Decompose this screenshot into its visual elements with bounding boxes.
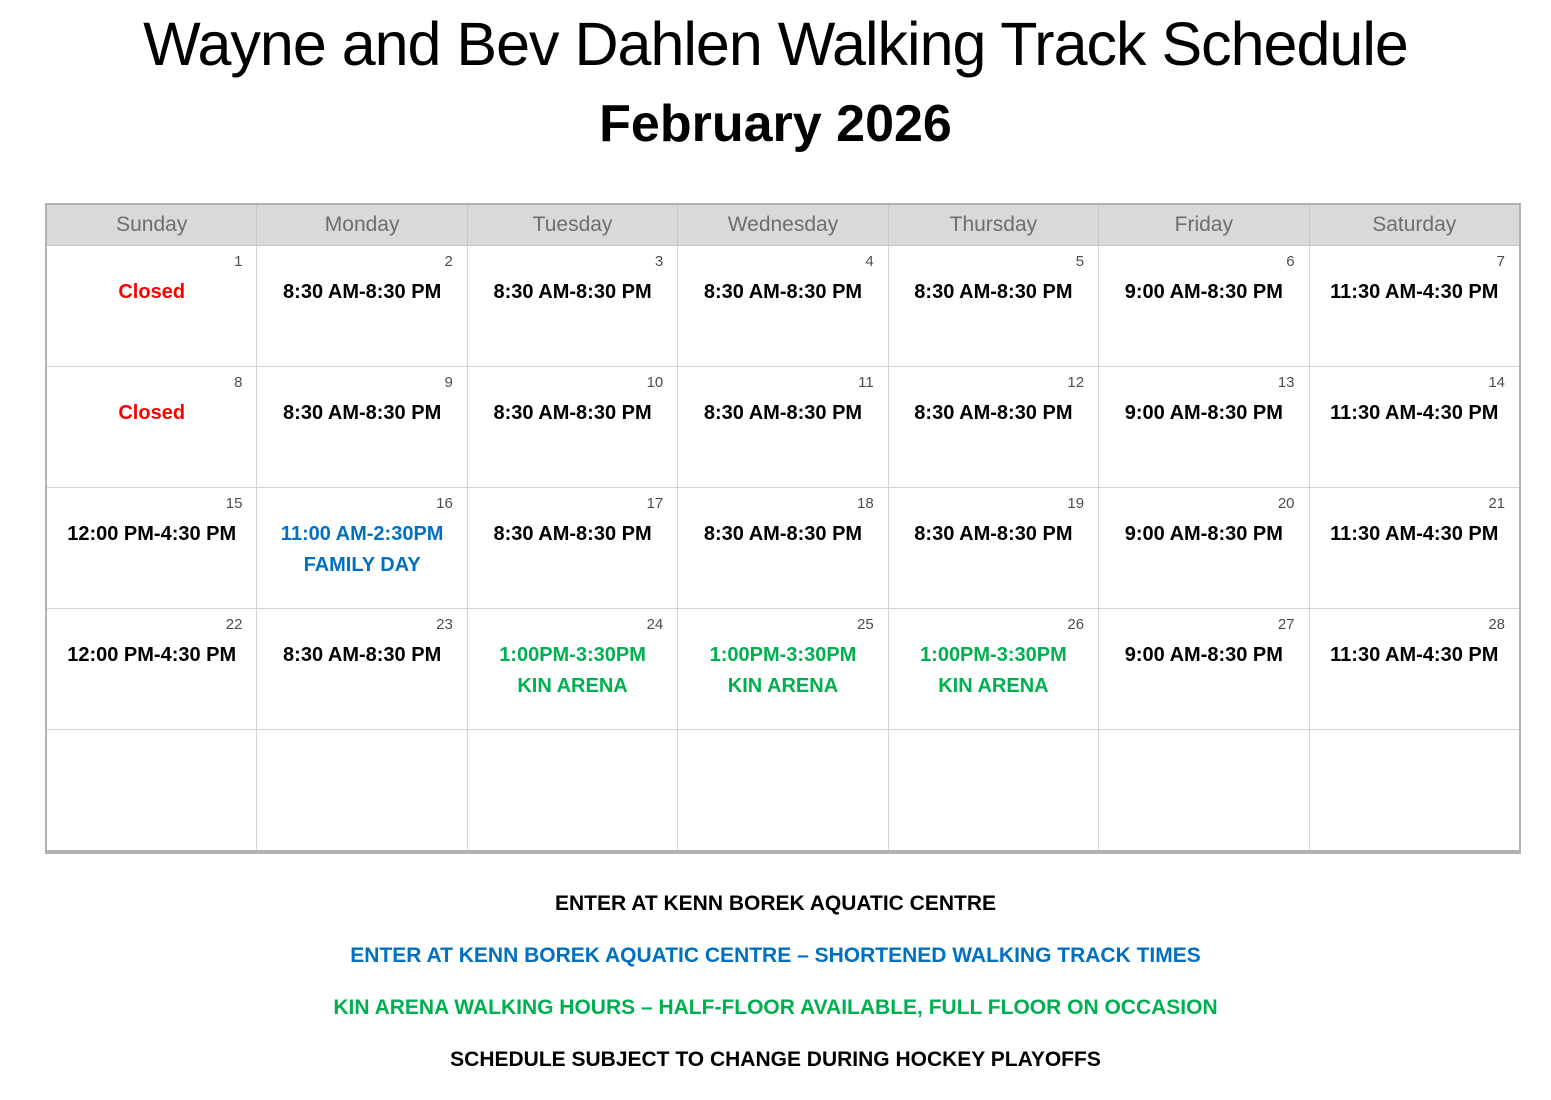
- week-row-2: [46, 366, 1520, 487]
- day-number: 8: [234, 373, 243, 391]
- schedule-text: 1:00PM-3:30PM: [709, 643, 857, 666]
- day-cell-25: [678, 608, 888, 729]
- day-cell-2: [257, 245, 467, 366]
- day-cell-23: [257, 608, 467, 729]
- day-number: 21: [1488, 494, 1505, 512]
- day-header-thursday: Thursday: [888, 204, 1098, 246]
- schedule-text: 8:30 AM-8:30 PM: [703, 522, 863, 545]
- page-title: Wayne and Bev Dahlen Walking Track Schedule: [143, 10, 1408, 78]
- day-number: 20: [1277, 494, 1295, 512]
- schedule-text: 11:30 AM-4:30 PM: [1330, 280, 1499, 303]
- day-cell-11: [678, 366, 888, 487]
- schedule-text: 8:30 AM-8:30 PM: [914, 522, 1073, 545]
- day-cell-7: [1309, 245, 1520, 366]
- day-number: 6: [1286, 252, 1295, 270]
- day-cell-26: [888, 608, 1098, 729]
- schedule-text: 9:00 AM-8:30 PM: [1124, 522, 1283, 545]
- day-number: 4: [865, 252, 874, 270]
- legend: [0, 892, 1551, 1072]
- day-number: 18: [857, 494, 874, 512]
- schedule-text: KIN ARENA: [727, 674, 839, 697]
- day-number: 24: [646, 615, 664, 633]
- schedule-text: 8:30 AM-8:30 PM: [703, 401, 863, 424]
- day-number: 19: [1067, 494, 1085, 512]
- schedule-text: 9:00 AM-8:30 PM: [1124, 401, 1283, 424]
- day-number: 7: [1496, 252, 1505, 270]
- day-cell-12: [888, 366, 1098, 487]
- schedule-text: 8:30 AM-8:30 PM: [493, 401, 652, 424]
- day-cell-10: [467, 366, 677, 487]
- day-cell-empty: [1099, 729, 1309, 852]
- schedule-text: 8:30 AM-8:30 PM: [493, 280, 652, 303]
- schedule-text: 8:30 AM-8:30 PM: [914, 280, 1073, 303]
- calendar-header-row: [46, 204, 1520, 246]
- day-cell-5: [888, 245, 1098, 366]
- page-subtitle: February 2026: [599, 95, 952, 154]
- day-header-saturday: Saturday: [1309, 204, 1520, 246]
- day-number: 3: [654, 252, 664, 270]
- day-number: 15: [225, 494, 243, 512]
- schedule-text: 8:30 AM-8:30 PM: [283, 643, 442, 666]
- day-number: [47, 730, 256, 758]
- day-number: [257, 730, 466, 758]
- day-number: 1: [234, 252, 243, 270]
- day-cell-13: [1099, 366, 1309, 487]
- day-header-sunday: Sunday: [46, 204, 257, 246]
- schedule-text: Closed: [118, 280, 186, 303]
- day-cell-empty: [467, 729, 677, 852]
- day-header-tuesday: Tuesday: [467, 204, 677, 246]
- schedule-text: 8:30 AM-8:30 PM: [703, 280, 863, 303]
- schedule-text: 8:30 AM-8:30 PM: [283, 401, 442, 424]
- day-number: 26: [1067, 615, 1085, 633]
- day-cell-16: [257, 487, 467, 608]
- day-header-friday: Friday: [1099, 204, 1309, 246]
- day-number: 13: [1277, 373, 1295, 391]
- day-cell-15: [46, 487, 257, 608]
- day-cell-empty: [46, 729, 257, 852]
- day-cell-22: [46, 608, 257, 729]
- schedule-text: KIN ARENA: [517, 674, 628, 697]
- schedule-text: 11:00 AM-2:30PM: [280, 522, 444, 545]
- week-row-1: [46, 245, 1520, 366]
- day-cell-6: [1099, 245, 1309, 366]
- day-cell-1: [46, 245, 257, 366]
- week-row-3: [46, 487, 1520, 608]
- week-row-4: [46, 608, 1520, 729]
- day-number: 12: [1067, 373, 1085, 391]
- day-cell-empty: [888, 729, 1098, 852]
- day-cell-17: [467, 487, 677, 608]
- day-cell-27: [1099, 608, 1309, 729]
- day-number: 14: [1488, 373, 1505, 391]
- day-number: 23: [436, 615, 453, 633]
- day-header-monday: Monday: [257, 204, 467, 246]
- day-cell-4: [678, 245, 888, 366]
- week-row-5: [46, 729, 1520, 852]
- legend-line-1: ENTER AT KENN BOREK AQUATIC CENTRE: [555, 891, 996, 915]
- calendar-table: [45, 203, 1521, 854]
- schedule-text: 11:30 AM-4:30 PM: [1330, 522, 1499, 545]
- day-cell-21: [1309, 487, 1520, 608]
- schedule-text: Closed: [118, 401, 186, 424]
- day-cell-8: [46, 366, 257, 487]
- day-number: 27: [1277, 615, 1295, 633]
- day-cell-19: [888, 487, 1098, 608]
- schedule-text: 8:30 AM-8:30 PM: [283, 280, 442, 303]
- legend-line-2: ENTER AT KENN BOREK AQUATIC CENTRE – SHORTENED WALKING TRACK TIMES: [350, 943, 1201, 967]
- schedule-text: 9:00 AM-8:30 PM: [1124, 280, 1283, 303]
- schedule-text: 9:00 AM-8:30 PM: [1124, 643, 1283, 666]
- schedule-text: 12:00 PM-4:30 PM: [67, 522, 237, 545]
- day-cell-empty: [257, 729, 467, 852]
- legend-line-4: SCHEDULE SUBJECT TO CHANGE DURING HOCKEY PLAYOFFS: [450, 1047, 1101, 1071]
- day-cell-18: [678, 487, 888, 608]
- day-cell-24: [467, 608, 677, 729]
- day-number: 17: [646, 494, 664, 512]
- day-number: 5: [1075, 252, 1085, 270]
- day-cell-14: [1309, 366, 1520, 487]
- day-number: [678, 730, 887, 758]
- day-cell-empty: [678, 729, 888, 852]
- day-cell-20: [1099, 487, 1309, 608]
- day-number: [1099, 730, 1308, 758]
- schedule-text: 11:30 AM-4:30 PM: [1330, 401, 1499, 424]
- day-number: 2: [444, 252, 453, 270]
- day-cell-3: [467, 245, 677, 366]
- day-header-wednesday: Wednesday: [678, 204, 888, 246]
- day-number: 10: [646, 373, 664, 391]
- day-number: 22: [225, 615, 243, 633]
- day-number: 28: [1488, 615, 1505, 633]
- day-cell-empty: [1309, 729, 1520, 852]
- schedule-text: 8:30 AM-8:30 PM: [493, 522, 652, 545]
- day-cell-28: [1309, 608, 1520, 729]
- day-number: 11: [858, 373, 874, 391]
- calendar-body: [46, 245, 1520, 852]
- schedule-text: 1:00PM-3:30PM: [499, 643, 646, 666]
- legend-line-3: KIN ARENA WALKING HOURS – HALF-FLOOR AVAILABLE, FULL FLOOR ON OCCASION: [333, 995, 1218, 1019]
- day-number: 9: [444, 373, 453, 391]
- day-number: [1310, 730, 1519, 758]
- schedule-text: FAMILY DAY: [303, 553, 421, 576]
- schedule-text: 12:00 PM-4:30 PM: [67, 643, 237, 666]
- schedule-text: 8:30 AM-8:30 PM: [914, 401, 1073, 424]
- schedule-text: KIN ARENA: [938, 674, 1049, 697]
- day-number: 16: [436, 494, 453, 512]
- day-number: [468, 730, 677, 758]
- schedule-text: 1:00PM-3:30PM: [920, 643, 1067, 666]
- schedule-text: 11:30 AM-4:30 PM: [1330, 643, 1499, 666]
- day-number: [889, 730, 1098, 758]
- day-cell-9: [257, 366, 467, 487]
- day-number: 25: [857, 615, 874, 633]
